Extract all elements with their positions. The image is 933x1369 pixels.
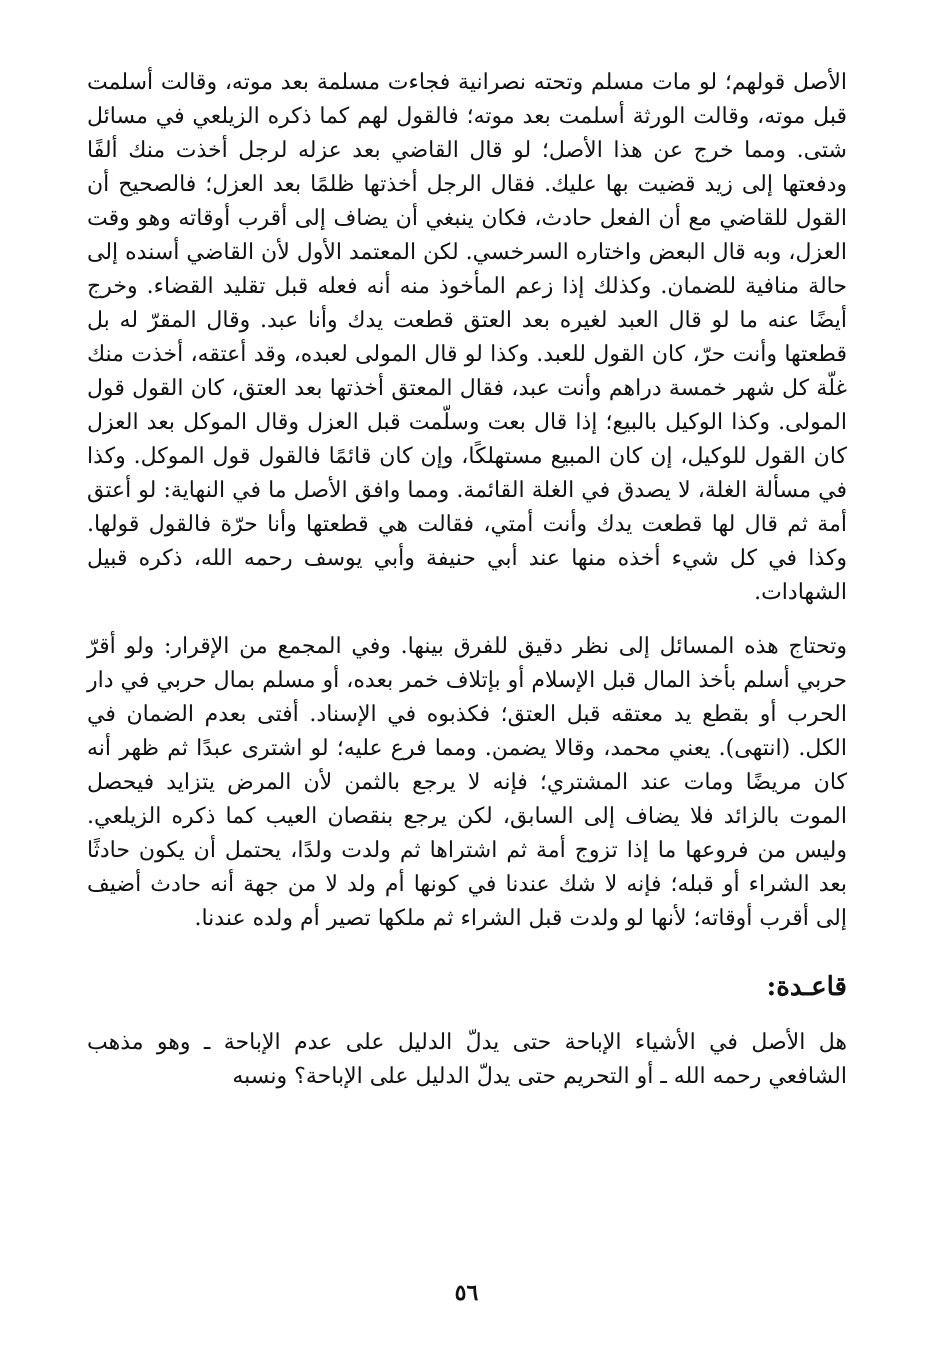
paragraph-3: هل الأصل في الأشياء الإباحة حتى يدلّ الدليل على عدم الإباحة ـ وهو مذهب الشافعي رحمه الله ـ أو التحريم حتى يدلّ الدليل على الإباحة؟ ونسبه — [87, 1030, 847, 1089]
page-number: ٥٦ — [454, 1280, 479, 1306]
paragraph-1: الأصل قولهم؛ لو مات مسلم وتحته نصرانية فجاءت مسلمة بعد موته، وقالت أسلمت قبل موته، وقالت الورثة أسلمت بعد موته؛ فالقول لهم كما ذكره الزيلعي في مسائل شتى. ومما خرج عن هذا الأصل؛ لو قال القاضي بعد عزله لرجل أخذت منك ألفًا ودفعتها إلى زيد قضيت بها عليك. فقال الرجل أخذتها ظلمًا بعد العزل؛ فالصحيح أن القول للقاضي مع أن الفعل حادث، فكان ينبغي أن يضاف إلى أقرب أوقاته وهو وقت العزل، وبه قال البعض واختاره السرخسي. لكن المعتمد الأول لأن القاضي أسنده إلى حالة منافية للضمان. وكذلك إذا زعم المأخوذ منه أنه فعله قبل تقليد القضاء. وخرج أيضًا عنه ما لو قال العبد لغيره بعد العتق قطعت يدك وأنا عبد. وقال المقرّ له بل قطعتها وأنت حرّ، كان القول للعبد. وكذا لو قال المولى لعبده، وقد أعتقه، أخذت منك غلّة كل شهر خمسة دراهم وأنت عبد، فقال المعتق أخذتها بعد العتق، كان القول قول المولى. وكذا الوكيل بالبيع؛ إذا قال بعت وسلّمت قبل العزل وقال الموكل بعد العزل كان القول للوكيل، إن كان المبيع مستهلكًا، وإن كان قائمًا فالقول قول الموكل. وكذا في مسألة الغلة، لا يصدق في الغلة القائمة. ومما وافق الأصل ما في النهاية: لو أعتق أمة ثم قال لها قطعت يدك وأنت أمتي، فقالت هي قطعتها وأنا حرّة فالقول قولها. وكذا في كل شيء أخذه منها عند أبي حنيفة وأبي يوسف رحمه الله، ذكره قبيل الشهادات. — [87, 70, 848, 605]
page-body — [87, 66, 847, 1094]
paragraph-2: وتحتاج هذه المسائل إلى نظر دقيق للفرق بينها. وفي المجمع من الإقرار: ولو أقرّ حربي أسلم بأخذ المال قبل الإسلام أو بإتلاف خمر بعده، أو مسلم بمال حربي في دار الحرب أو بقطع يد معتقه قبل العتق؛ فكذبوه في الإسناد. أفتى بعدم الضمان في الكل. (انتهى). يعني محمد، وقالا يضمن. ومما فرع عليه؛ لو اشترى عبدًا ثم ظهر أنه كان مريضًا ومات عند المشتري؛ فإنه لا يرجع بالثمن لأن المرض يتزايد فيحصل الموت بالزائد فلا يضاف إلى السابق، لكن يرجع بنقصان العيب كما ذكره الزيلعي. وليس من فروعها ما إذا تزوج أمة ثم اشتراها ثم ولدت ولدًا، يحتمل أن يكون حادثًا بعد الشراء أو قبله؛ فإنه لا شك عندنا في كونها أم ولد لا من جهة أنه حادث أضيف إلى أقرب أوقاته؛ لأنها لو ولدت قبل الشراء ثم ملكها تصير أم ولده عندنا. — [87, 634, 847, 931]
section-heading: قاعـدة: — [766, 972, 847, 1002]
